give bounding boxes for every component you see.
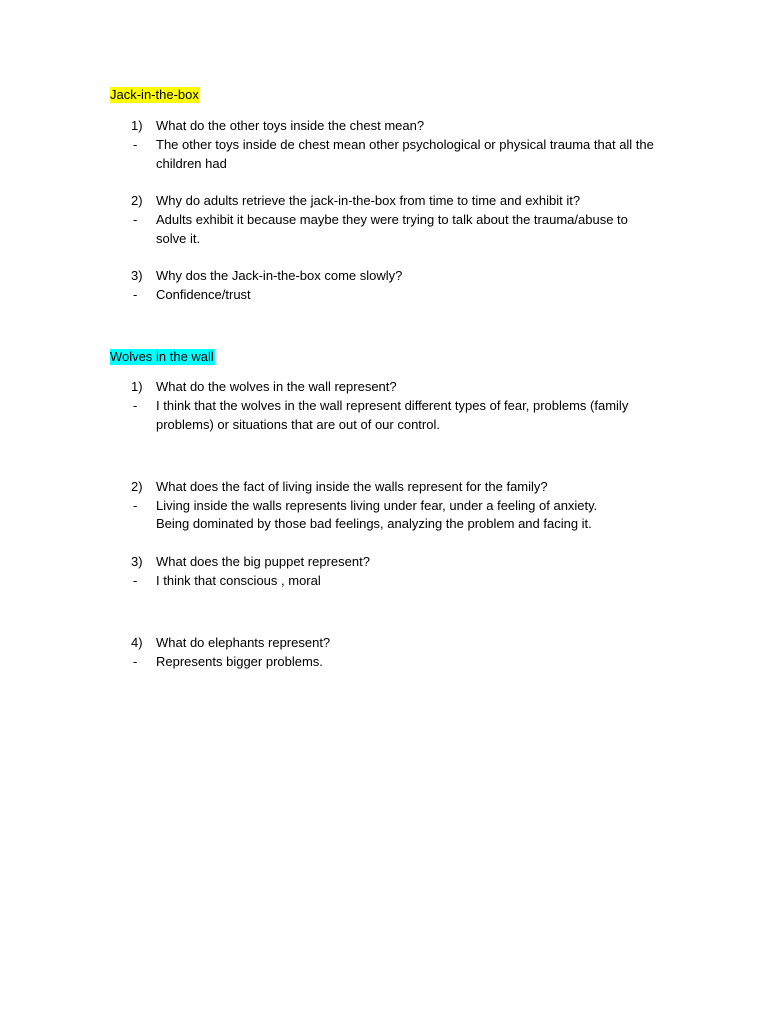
question-number: 3)	[131, 268, 143, 283]
section-heading-wolves-in-the-wall	[110, 348, 215, 365]
section-heading-jack-in-the-box	[110, 86, 200, 103]
question-text: What do elephants represent?	[156, 635, 331, 650]
question-number: 4)	[131, 635, 143, 650]
question-text: What does the big puppet represent?	[156, 554, 370, 569]
answer-text: Being dominated by those bad feelings, analyzing the problem and facing it.	[156, 516, 592, 531]
question-text: Why do adults retrieve the jack-in-the-box from time to time and exhibit it?	[156, 193, 581, 208]
section-title: Wolves in the wall	[110, 349, 214, 364]
answer-text: The other toys inside de chest mean other psychological or physical trauma that all the	[156, 137, 654, 152]
answer-text: Adults exhibit it because maybe they were trying to talk about the trauma/abuse to	[156, 212, 628, 227]
question-number: 2)	[131, 479, 143, 494]
answer-text: children had	[156, 156, 227, 171]
question-number: 1)	[131, 379, 143, 394]
question-text: What does the fact of living inside the walls represent for the family?	[156, 479, 548, 494]
answer-bullet: -	[133, 137, 138, 152]
answer-text: solve it.	[156, 231, 201, 246]
answer-text: Confidence/trust	[156, 287, 251, 302]
answer-bullet: -	[133, 654, 138, 669]
question-text: What do the wolves in the wall represent?	[156, 379, 397, 394]
answer-bullet: -	[133, 573, 138, 588]
question-number: 3)	[131, 554, 143, 569]
answer-text: problems) or situations that are out of our control.	[156, 417, 440, 432]
question-number: 2)	[131, 193, 143, 208]
question-number: 1)	[131, 118, 143, 133]
question-text: Why dos the Jack-in-the-box come slowly?	[156, 268, 403, 283]
answer-bullet: -	[133, 212, 138, 227]
answer-text: I think that conscious , moral	[156, 573, 321, 588]
section-title: Jack-in-the-box	[110, 87, 199, 102]
question-text: What do the other toys inside the chest mean?	[156, 118, 425, 133]
answer-bullet: -	[133, 287, 138, 302]
answer-text: I think that the wolves in the wall represent different types of fear, problems (family	[156, 398, 629, 413]
answer-bullet: -	[133, 498, 138, 513]
answer-text: Living inside the walls represents living under fear, under a feeling of anxiety.	[156, 498, 598, 513]
answer-text: Represents bigger problems.	[156, 654, 323, 669]
answer-bullet: -	[133, 398, 138, 413]
